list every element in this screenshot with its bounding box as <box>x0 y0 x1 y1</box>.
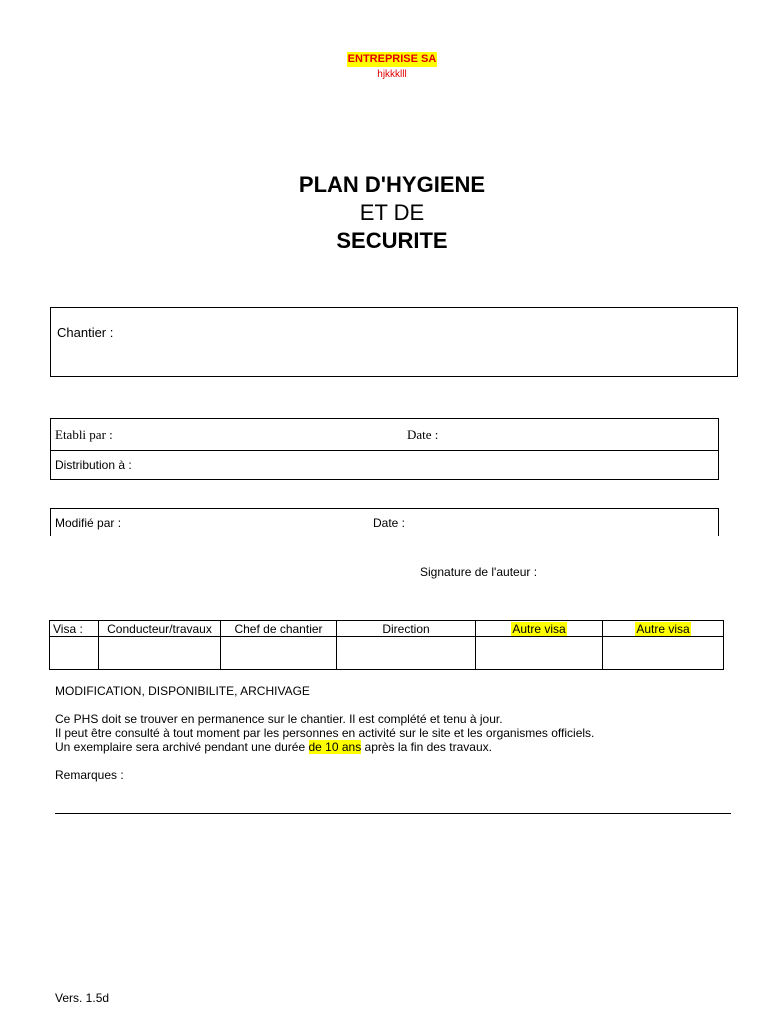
modification-box[interactable] <box>50 508 719 536</box>
modified-by-label: Modifié par : <box>55 516 122 530</box>
distribution-label: Distribution à : <box>55 458 132 472</box>
company-header <box>0 50 768 82</box>
info-line-3-post: après la fin des travaux. <box>361 740 492 754</box>
visa-header-autre-1 <box>476 621 603 637</box>
visa-header-label: Visa : <box>50 621 99 637</box>
chantier-label: Chantier : <box>57 325 114 340</box>
visa-header-conducteur: Conducteur/travaux <box>99 621 221 637</box>
remarks-label: Remarques : <box>55 768 124 782</box>
document-title-line1: PLAN D'HYGIENE <box>298 172 486 197</box>
visa-cell-conducteur[interactable] <box>99 637 221 670</box>
company-subtitle: hjkkklll <box>377 69 407 80</box>
visa-cell-direction[interactable] <box>337 637 476 670</box>
info-line-3 <box>55 740 492 754</box>
visa-cell-chef[interactable] <box>221 637 337 670</box>
archive-duration-highlight: de 10 ans <box>308 740 362 754</box>
modification-date-label: Date : <box>373 516 406 530</box>
document-title-line2: ET DE <box>359 200 425 225</box>
remarks-line[interactable] <box>55 813 731 814</box>
info-line-3-pre: Un exemplaire sera archivé pendant une durée <box>55 740 309 754</box>
visa-cell-autre-1[interactable] <box>476 637 603 670</box>
etabli-box <box>50 418 719 480</box>
visa-signature-row <box>50 637 724 670</box>
chantier-box[interactable] <box>50 307 738 377</box>
visa-header-autre-1-text: Autre visa <box>512 621 566 636</box>
visa-header-row <box>50 621 724 637</box>
info-line-2: Il peut être consulté à tout moment par les personnes en activité sur le site et les organismes officiels. <box>55 726 595 740</box>
info-line-1: Ce PHS doit se trouver en permanence sur le chantier. Il est complété et tenu à jour. <box>55 712 503 726</box>
visa-header-autre-2 <box>603 621 724 637</box>
visa-header-autre-2-text: Autre visa <box>636 621 690 636</box>
company-name: ENTREPRISE SA <box>347 53 437 65</box>
visa-header-direction: Direction <box>337 621 476 637</box>
version-label: Vers. 1.5d <box>55 991 110 1005</box>
visa-cell-autre-2[interactable] <box>603 637 724 670</box>
signature-label: Signature de l'auteur : <box>420 565 538 579</box>
visa-cell-label <box>50 637 99 670</box>
document-title-line3: SECURITE <box>336 228 448 253</box>
etabli-date-label: Date : <box>407 427 439 442</box>
etabli-label: Etabli par : <box>55 427 113 442</box>
visa-table <box>49 620 724 670</box>
etabli-row[interactable] <box>51 419 718 451</box>
visa-header-chef: Chef de chantier <box>221 621 337 637</box>
info-heading: MODIFICATION, DISPONIBILITE, ARCHIVAGE <box>55 684 310 698</box>
